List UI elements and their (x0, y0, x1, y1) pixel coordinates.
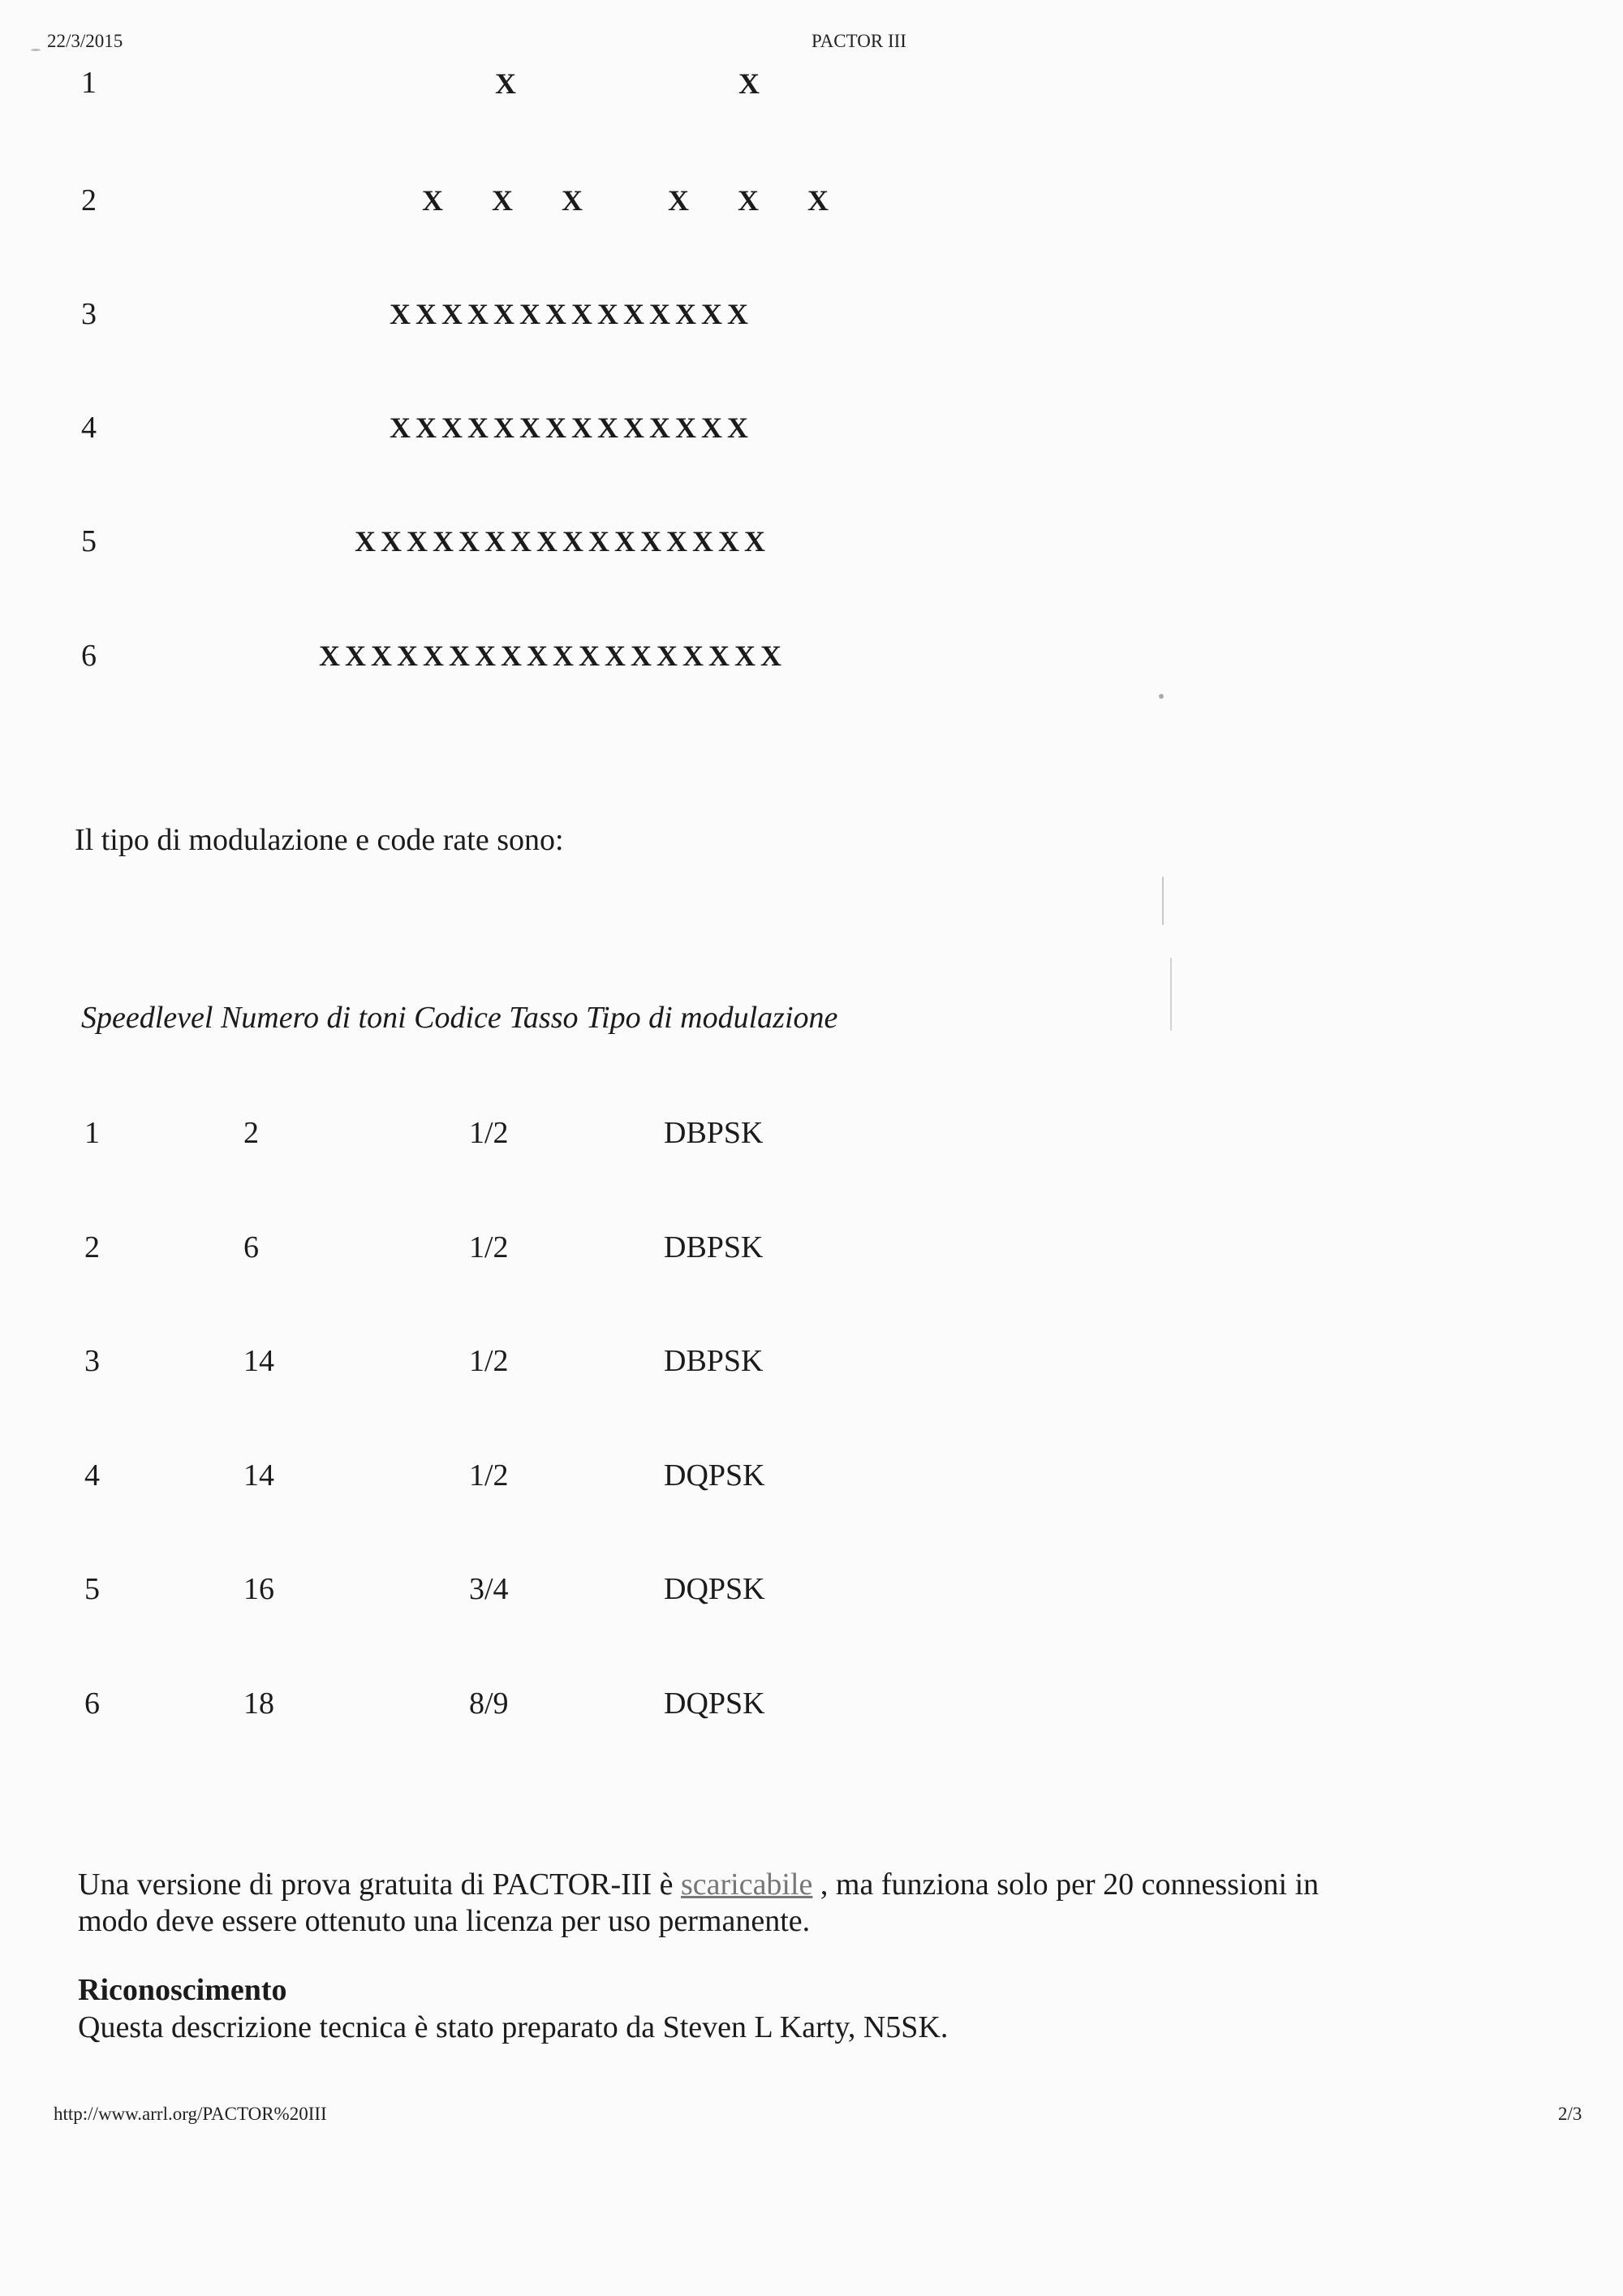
pattern-row-marks: XXXXXXXXXXXXXXXX (355, 525, 770, 558)
ack-heading: Riconoscimento (78, 1973, 287, 2007)
cell-speedlevel: 4 (84, 1458, 100, 1493)
scan-speck (1162, 877, 1164, 925)
pattern-row-number: 2 (81, 183, 97, 218)
modulation-intro: Il tipo di modulazione e code rate sono: (75, 823, 564, 857)
pattern-row-marks: X X X (422, 184, 594, 217)
pattern-row-marks: X (495, 67, 521, 100)
trial-text-before: Una versione di prova gratuita di PACTOR-III è (78, 1867, 681, 1902)
trial-paragraph-line2: modo deve essere ottenuto una licenza per uso permanente. (78, 1904, 811, 1938)
pattern-row-marks: XXXXXXXXXXXXXX (390, 298, 753, 330)
cell-tones: 14 (243, 1344, 274, 1378)
scan-speck (1170, 958, 1172, 1031)
cell-speedlevel: 1 (84, 1116, 100, 1150)
cell-tones: 14 (243, 1458, 274, 1493)
pattern-row-number: 1 (81, 66, 97, 100)
pattern-row-marks: X (738, 67, 764, 100)
cell-rate: 1/2 (469, 1458, 509, 1493)
cell-rate: 8/9 (469, 1686, 509, 1721)
pattern-row-marks: XXXXXXXXXXXXXXXXXX (319, 640, 786, 672)
cell-speedlevel: 2 (84, 1230, 100, 1264)
ack-text: Questa descrizione tecnica è stato preparato da Steven L Karty, N5SK. (78, 2010, 949, 2044)
cell-modulation: DBPSK (664, 1116, 764, 1150)
pattern-row-number: 5 (81, 524, 97, 558)
cell-speedlevel: 3 (84, 1344, 100, 1378)
cell-rate: 3/4 (469, 1572, 509, 1606)
header-date: 22/3/2015 (47, 31, 123, 51)
scan-speck (1159, 694, 1164, 699)
cell-tones: 2 (243, 1116, 259, 1150)
pattern-row-number: 6 (81, 639, 97, 673)
table-header: Speedlevel Numero di toni Codice Tasso Tipo di modulazione (81, 1001, 838, 1035)
trial-text-after: , ma funziona solo per 20 connessioni in (812, 1867, 1319, 1902)
download-link[interactable]: scaricabile (680, 1867, 813, 1902)
pattern-row-marks: X X X (668, 184, 840, 217)
footer-url[interactable]: http://www.arrl.org/PACTOR%20III (54, 2104, 327, 2124)
cell-rate: 1/2 (469, 1230, 509, 1264)
scan-speck (31, 49, 41, 51)
pattern-row-number: 4 (81, 411, 97, 445)
cell-tones: 16 (243, 1572, 274, 1606)
cell-rate: 1/2 (469, 1116, 509, 1150)
cell-speedlevel: 6 (84, 1686, 100, 1721)
header-title: PACTOR III (812, 31, 906, 51)
cell-modulation: DQPSK (664, 1458, 765, 1493)
cell-modulation: DQPSK (664, 1686, 765, 1721)
trial-paragraph-line1 (78, 1867, 1319, 1902)
cell-speedlevel: 5 (84, 1572, 100, 1606)
cell-modulation: DBPSK (664, 1344, 764, 1378)
footer-page-number: 2/3 (1558, 2104, 1582, 2124)
cell-modulation: DQPSK (664, 1572, 765, 1606)
pattern-row-number: 3 (81, 297, 97, 331)
cell-modulation: DBPSK (664, 1230, 764, 1264)
cell-rate: 1/2 (469, 1344, 509, 1378)
cell-tones: 18 (243, 1686, 274, 1721)
pattern-row-marks: XXXXXXXXXXXXXX (390, 411, 753, 444)
cell-tones: 6 (243, 1230, 259, 1264)
